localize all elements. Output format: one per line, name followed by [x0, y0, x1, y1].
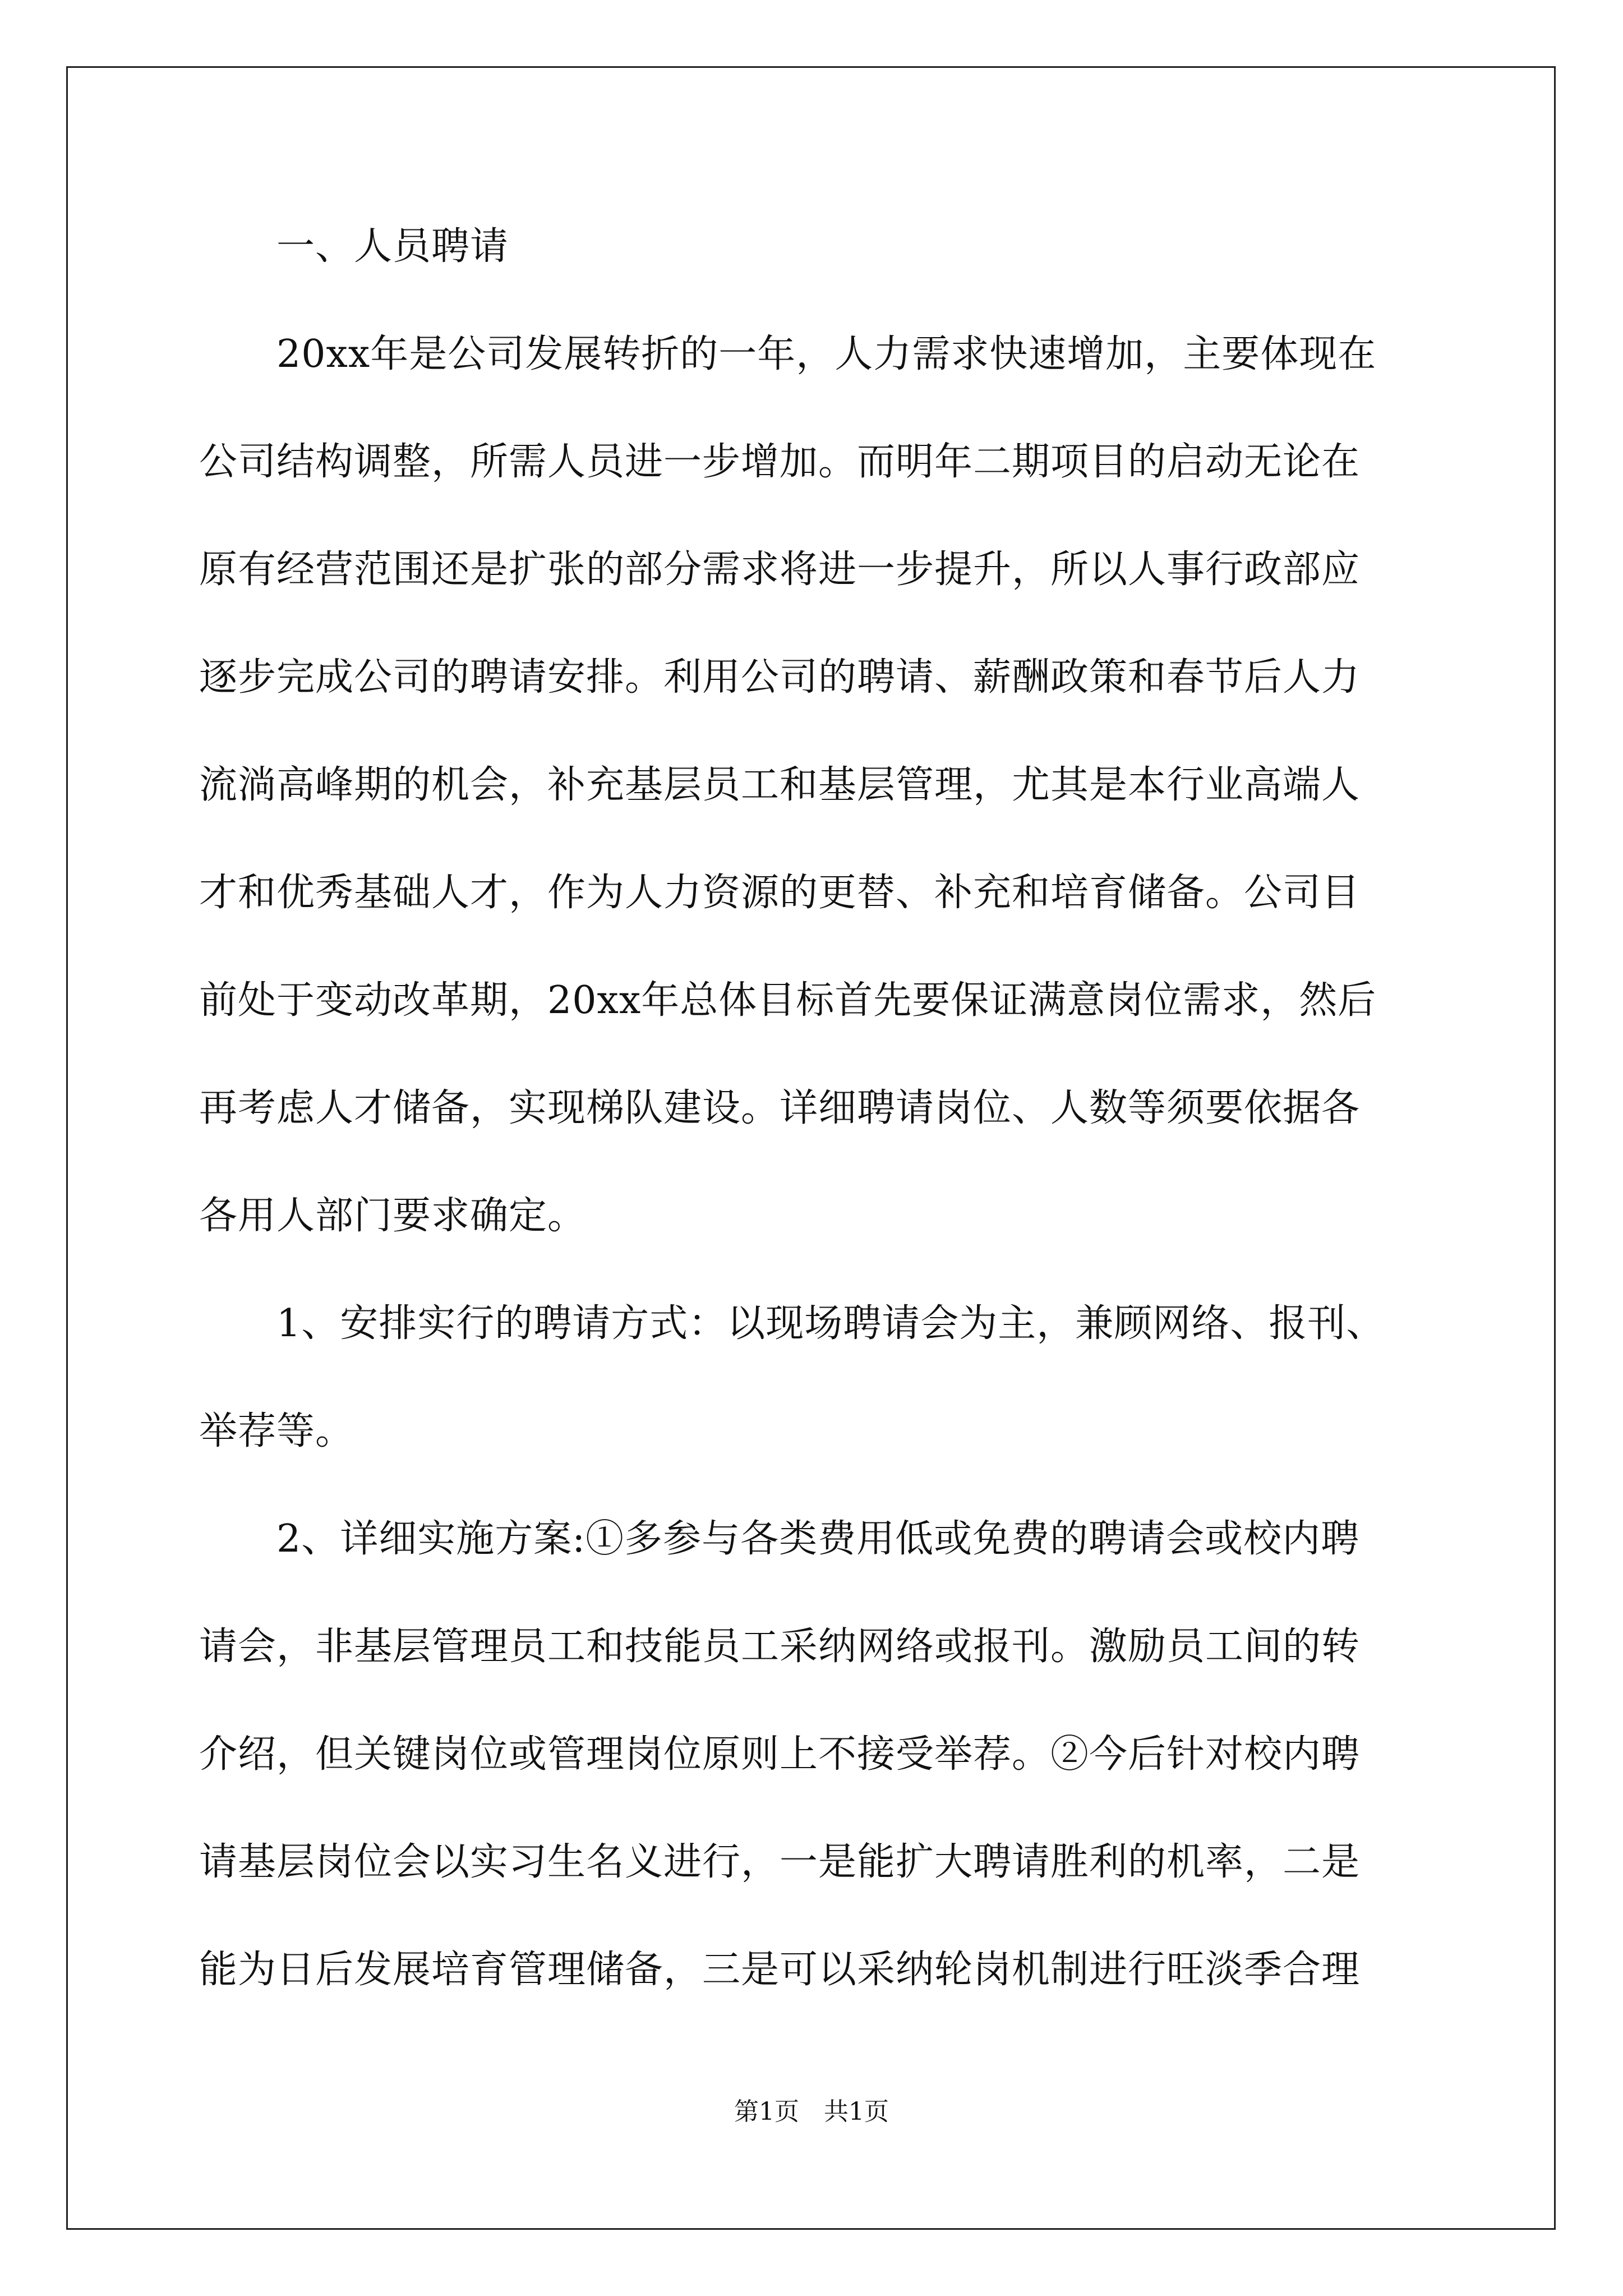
text-line: 能为日后发展培育管理储备，三是可以采纳轮岗机制进行旺淡季合理 — [199, 1948, 1361, 1992]
text-line: 各用人部门要求确定。 — [199, 1194, 587, 1238]
text-line: 逐步完成公司的聘请安排。利用公司的聘请、薪酬政策和春节后人力 — [199, 655, 1361, 700]
text-line: 举荐等。 — [199, 1409, 354, 1453]
text-line: 请会，非基层管理员工和技能员工采纳网络或报刊。激励员工间的转 — [199, 1625, 1361, 1669]
text-line: 一、人员聘请 — [199, 224, 509, 269]
text-line: 介绍，但关键岗位或管理岗位原则上不接受举荐。②今后针对校内聘 — [199, 1732, 1361, 1777]
text-line: 流淌高峰期的机会，补充基层员工和基层管理，尤其是本行业高端人 — [199, 763, 1361, 807]
text-line: 再考虑人才储备，实现梯队建设。详细聘请岗位、人数等须要依据各 — [199, 1086, 1361, 1130]
text-line: 1、安排实行的聘请方式：以现场聘请会为主，兼顾网络、报刊、 — [199, 1301, 1385, 1346]
text-line: 请基层岗位会以实习生名义进行，一是能扩大聘请胜利的机率，二是 — [199, 1840, 1361, 1884]
text-line: 2、详细实施方案:①多参与各类费用低或免费的聘请会或校内聘 — [199, 1517, 1360, 1561]
text-line: 原有经营范围还是扩张的部分需求将进一步提升，所以人事行政部应 — [199, 547, 1361, 592]
text-line: 20xx年是公司发展转折的一年，人力需求快速增加，主要体现在 — [199, 332, 1377, 376]
document-body — [199, 210, 1433, 2041]
page-footer: 第1页 共1页 — [734, 2097, 889, 2126]
text-line: 才和优秀基础人才，作为人力资源的更替、补充和培育储备。公司目 — [199, 871, 1361, 915]
text-line: 前处于变动改革期，20xx年总体目标首先要保证满意岗位需求，然后 — [199, 978, 1377, 1023]
text-line: 公司结构调整，所需人员进一步增加。而明年二期项目的启动无论在 — [199, 440, 1361, 484]
